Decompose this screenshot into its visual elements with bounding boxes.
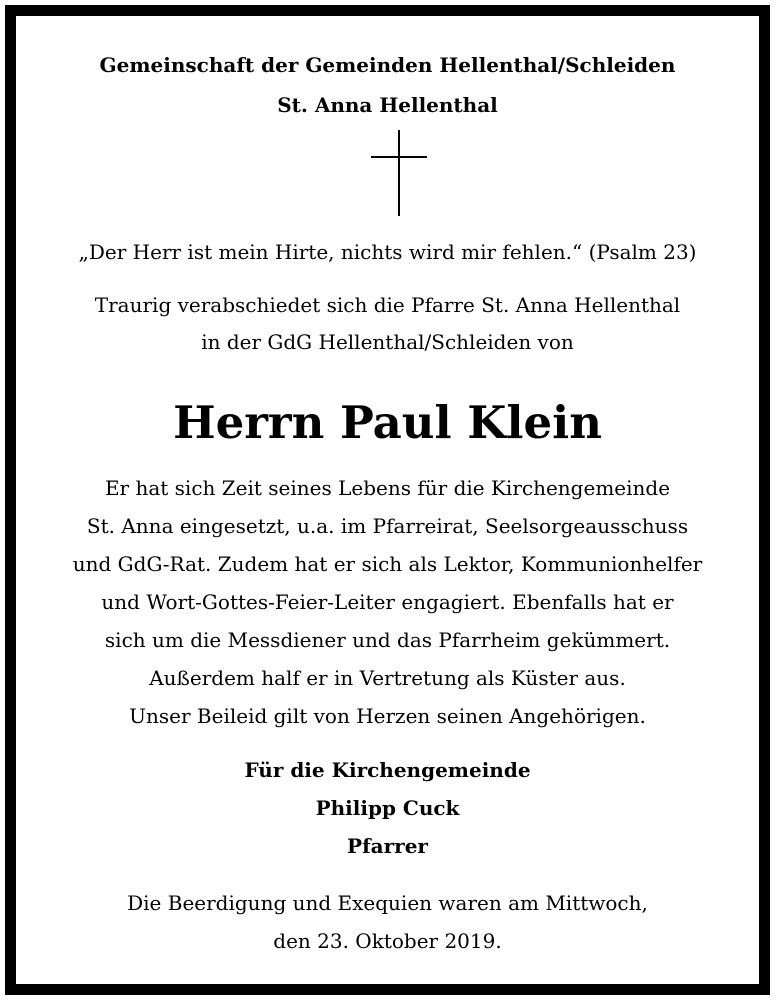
obituary-notice (5, 5, 770, 995)
tribute-line: und Wort-Gottes-Feier-Leiter engagiert. Ebenfalls hat er (101, 590, 674, 614)
parish-name: St. Anna Hellenthal (277, 93, 498, 117)
tribute-line: und GdG-Rat. Zudem hat er sich als Lektor, Kommunionhelfer (72, 552, 703, 576)
psalm-quote: „Der Herr ist mein Hirte, nichts wird mir fehlen.“ (Psalm 23) (78, 240, 697, 264)
tribute-line: sich um die Messdiener und das Pfarrheim gekümmert. (104, 628, 671, 652)
signature-organization: Für die Kirchengemeinde (244, 758, 531, 782)
funeral-info-line-1: Die Beerdigung und Exequien waren am Mittwoch, (127, 891, 648, 915)
signature-title: Pfarrer (347, 834, 428, 858)
intro-line-1: Traurig verabschiedet sich die Pfarre St. Anna Hellenthal (94, 293, 681, 317)
community-name: Gemeinschaft der Gemeinden Hellenthal/Schleiden (99, 53, 676, 77)
deceased-name: Herrn Paul Klein (173, 396, 602, 449)
signature-person: Philipp Cuck (315, 796, 460, 820)
funeral-info-line-2: den 23. Oktober 2019. (273, 929, 502, 953)
cross-icon (371, 130, 427, 216)
intro-line-2: in der GdG Hellenthal/Schleiden von (201, 330, 574, 354)
tribute-line: St. Anna eingesetzt, u.a. im Pfarreirat, Seelsorgeausschuss (86, 514, 689, 538)
tribute-line: Unser Beileid gilt von Herzen seinen Angehörigen. (129, 704, 646, 728)
tribute-line: Er hat sich Zeit seines Lebens für die Kirchengemeinde (104, 476, 671, 500)
tribute-line: Außerdem half er in Vertretung als Küster aus. (149, 666, 626, 690)
